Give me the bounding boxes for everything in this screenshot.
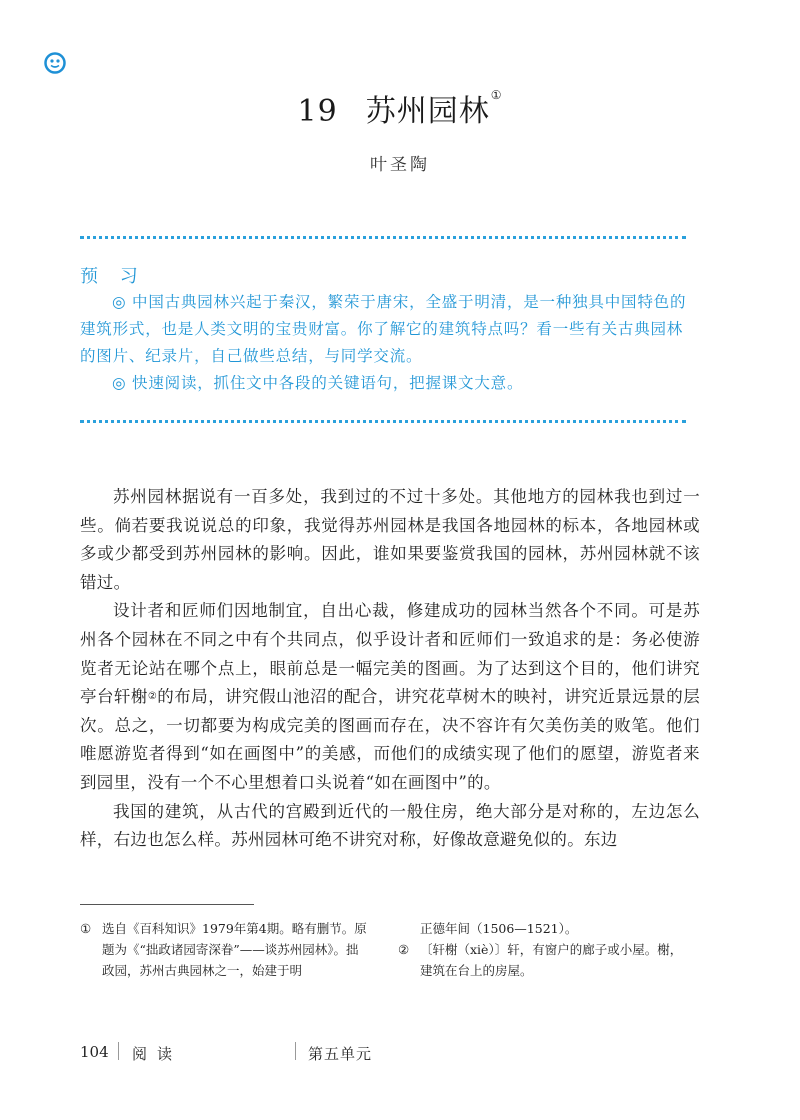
author-name: 叶圣陶: [370, 155, 430, 175]
footnote-1: [80, 918, 370, 981]
preview-item-1: ◎ 中国古典园林兴起于秦汉，繁荣于唐宋，全盛于明清，是一种独具中国特色的建筑形式，也是人类文明的宝贵财富。你了解它的建筑特点吗？看一些有关古典园林的图片、纪录片，自己做些总结，与同学交流。: [80, 293, 687, 365]
footer-divider-2: [295, 1042, 296, 1060]
lesson-title-text: 苏州园林: [365, 94, 490, 129]
footnotes-left-column: [80, 918, 370, 981]
paragraph-2-part-b: 的布局，讲究假山池沼的配合，讲究花草树木的映衬，讲究近景远景的层次。总之，一切都要为构成完美的图画而存在，决不容许有欠美伤美的败笔。他们唯愿游览者得到“如在画图中”的美感，而他们的成绩实现了他们的愿望，游览者来到园里，没有一个不心里想着口头说着“如在画图中”的。: [80, 687, 700, 792]
footnotes-right-column: [398, 918, 694, 981]
paragraph-3: 我国的建筑，从古代的宫殿到近代的一般住房，绝大部分是对称的，左边怎么样，右边也怎么样。苏州园林可绝不讲究对称，好像故意避免似的。东边: [80, 801, 700, 850]
lesson-number: 19: [297, 94, 338, 129]
footnote-2-marker-bottom: ②: [398, 942, 410, 957]
paragraph-2-part-a: 设计者和匠师们因地制宜，自出心裁，修建成功的园林当然各个不同。可是苏州各个园林在不同之中有个共同点，似乎设计者和匠师们一致追求的是：务必使游览者无论站在哪个点上，眼前总是一幅完美的图画。为了达到这个目的，他们讲究亭台轩榭: [80, 601, 700, 707]
paragraph-2: [80, 597, 700, 797]
preview-top-divider: [80, 236, 686, 239]
footnote-1-text: 选自《百科知识》1979年第4期。略有删节。原题为《“拙政诸园寄深眷”——谈苏州园林》。拙政园，苏州古典园林之一，始建于明: [102, 921, 367, 978]
preview-heading: 预 习: [80, 266, 146, 287]
lesson-title: [0, 86, 800, 130]
footnote-2-marker: ②: [147, 691, 158, 703]
smiley-face-icon: [44, 52, 66, 74]
footnote-2: [398, 939, 694, 981]
page-number: 104: [80, 1043, 109, 1061]
preview-item-2: ◎ 快速阅读，抓住文中各段的关键语句，把握课文大意。: [112, 374, 524, 392]
preview-bottom-divider: [80, 420, 686, 423]
paragraph-1: 苏州园林据说有一百多处，我到过的不过十多处。其他地方的园林我也到过一些。倘若要我说说总的印象，我觉得苏州园林是我国各地园林的标本，各地园林或多或少都受到苏州园林的影响。因此，谁如果要鉴赏我国的园林，苏州园林就不该错过。: [80, 487, 700, 592]
footer-section-label: 阅读: [132, 1045, 183, 1063]
footnote-2-text: 〔轩榭（xiè）〕轩，有窗户的廊子或小屋。榭，建筑在台上的房屋。: [420, 942, 683, 978]
main-text: [80, 483, 700, 855]
footnote-rule: [80, 904, 254, 905]
footnote-1-marker: ①: [80, 921, 92, 936]
title-footnote-marker: ①: [490, 88, 503, 102]
footnote-1-continued: [398, 918, 694, 939]
footer-divider-1: [118, 1042, 119, 1060]
footnote-1-continued-text: 正德年间（1506—1521）。: [420, 921, 578, 936]
footer-unit-label: 第五单元: [308, 1045, 373, 1063]
